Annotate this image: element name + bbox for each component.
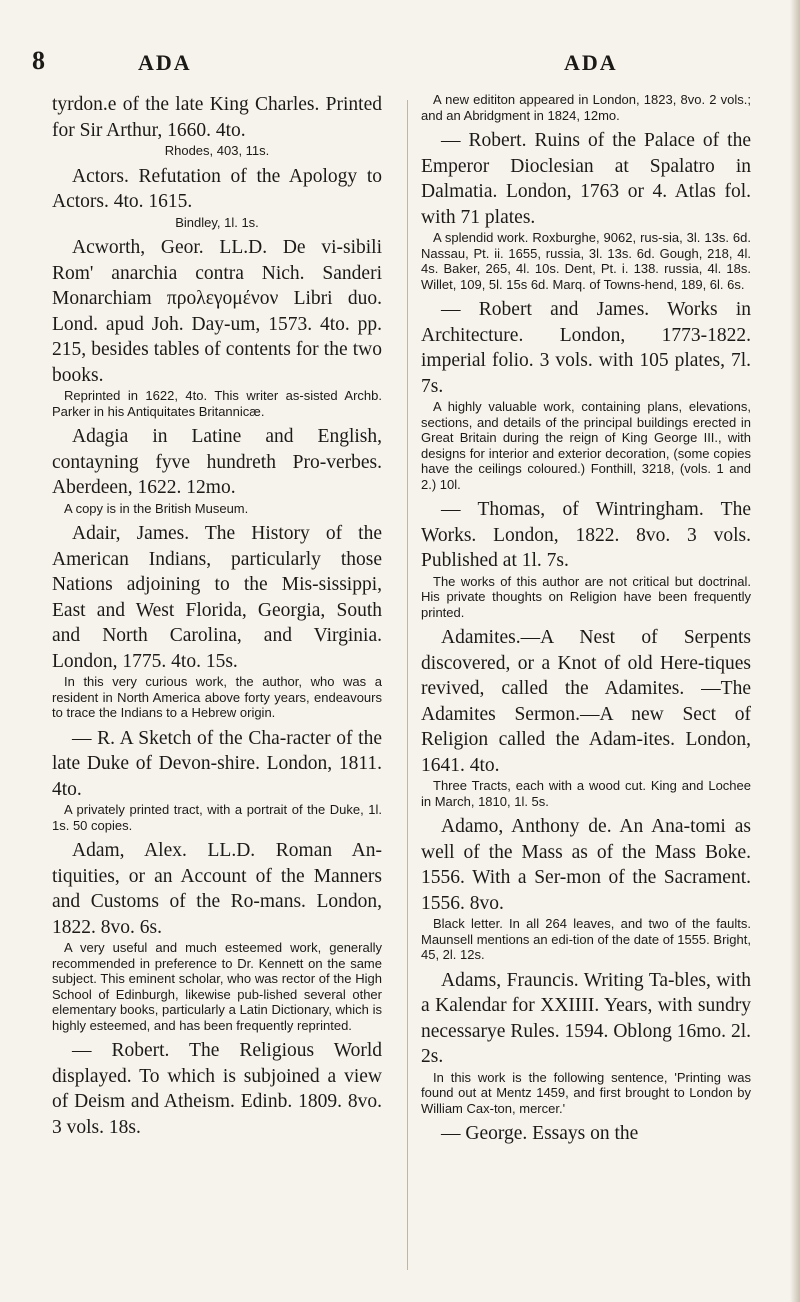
entry-note: Rhodes, 403, 11s. bbox=[164, 143, 270, 158]
dictionary-entry: Adamo, Anthony de. An Ana-tomi as well of the Mass as of the Mass Boke. 1556. With a Ser-mon of the Sacrament. 1556. 8vo. bbox=[421, 816, 751, 914]
dictionary-entry: — Robert and James. Works in Architecture. London, 1773-1822. imperial folio. 3 vols. with 105 plates, 7l. 7s. bbox=[421, 299, 751, 397]
entry-note: A privately printed tract, with a portrait of the Duke, 1l. 1s. 50 copies. bbox=[52, 802, 382, 833]
dictionary-entry: Adams, Frauncis. Writing Ta-bles, with a Kalendar for XXIIII. Years, with sundry necessarye Rules. 1594. Oblong 16mo. 2l. 2s. bbox=[421, 969, 751, 1067]
dictionary-entry: tyrdon.e of the late King Charles. Printed for Sir Arthur, 1660. 4to. bbox=[52, 94, 382, 141]
entry-note: A very useful and much esteemed work, generally recommended in preference to Dr. Kennett on the same subject. This eminent scholar, who was rector of the High School of Edinburgh, likewise pub-lished several other elementary books, particularly a Latin Dictionary, which is highly esteemed, and has been frequently reprinted. bbox=[52, 940, 382, 1033]
dictionary-entry: — R. A Sketch of the Cha-racter of the late Duke of Devon-shire. London, 1811. 4to. bbox=[52, 727, 382, 800]
page-edge-shadow bbox=[790, 0, 800, 1302]
running-head-right: ADA bbox=[564, 50, 618, 75]
dictionary-entry: — Robert. The Religious World displayed. To which is subjoined a view of Deism and Atheism. Edinb. 1809. 8vo. 3 vols. 18s. bbox=[52, 1040, 382, 1138]
entry-note: In this very curious work, the author, who was a resident in North America above forty years, endeavours to trace the Indians to a Hebrew origin. bbox=[52, 674, 382, 720]
dictionary-entry: Acworth, Geor. LL.D. De vi-sibili Rom' anarchia contra Nich. Sanderi Monarchiam προλεγομένον Libri duo. Lond. apud Joh. Day-um, 1573. 4to. pp. 215, besides tables of contents for the two books. bbox=[52, 237, 382, 386]
dictionary-entry: Adamites.—A Nest of Serpents discovered, or a Knot of old Here-tiques revived, called the Adamites. —The Adamites Sermon.—A new Sect of Religion called the Adam-ites. London, 1641. 4to. bbox=[421, 627, 751, 776]
entry-note: A splendid work. Roxburghe, 9062, rus-sia, 3l. 13s. 6d. Nassau, Pt. ii. 1655, russia, 3l. 13s. 6d. Gough, 218, 4l. 4s. Baker, 265, 4l. 10s. Dent, Pt. i. 138. russia, 4l. 18s. Willet, 109, 5l. 15s 6d. Marq. of Towns-hend, 189, 6l. 6s. bbox=[421, 230, 751, 292]
entry-note: In this work is the following sentence, 'Printing was found out at Mentz 1459, and first brought to London by William Cax-ton, mercer.' bbox=[421, 1069, 751, 1116]
entry-note: A highly valuable work, containing plans, elevations, sections, and details of the principal buildings erected in Great Britain during the reign of King George III., with designs for interior and exterior decoration, (some copies have the ceilings coloured.) Fonthill, 3218, (vols. 1 and 2.) 10l. bbox=[421, 399, 751, 492]
dictionary-entry: Adagia in Latine and English, contayning fyve hundreth Pro-verbes. Aberdeen, 1622. 12mo. bbox=[52, 426, 382, 498]
entry-note: Reprinted in 1622, 4to. This writer as-sisted Archb. Parker in his Antiquitates Britannicæ. bbox=[52, 388, 382, 419]
dictionary-entry: Adair, James. The History of the American Indians, particularly those Nations adjoining to the Mis-sissippi, East and West Florida, Georgia, South and North Carolina, and Virginia. London, 1775. 4to. 15s. bbox=[52, 523, 382, 672]
entry-note: The works of this author are not critical but doctrinal. His private thoughts on Religion have been frequently printed. bbox=[421, 573, 751, 620]
dictionary-entry: Actors. Refutation of the Apology to Actors. 4to. 1615. bbox=[52, 165, 382, 212]
entry-note: Black letter. In all 264 leaves, and two of the faults. Maunsell mentions an edi-tion of the date of 1555. Bright, 45, 2l. 12s. bbox=[421, 916, 751, 962]
entry-note: A new edititon appeared in London, 1823, 8vo. 2 vols.; and an Abridgment in 1824, 12mo. bbox=[421, 92, 751, 123]
entry-note: Three Tracts, each with a wood cut. King and Lochee in March, 1810, 1l. 5s. bbox=[421, 778, 751, 809]
dictionary-entry: — George. Essays on the bbox=[441, 1123, 639, 1144]
entry-note: Bindley, 1l. 1s. bbox=[175, 214, 259, 230]
column-divider bbox=[407, 100, 408, 1270]
dictionary-entry: — Thomas, of Wintringham. The Works. London, 1822. 8vo. 3 vols. Published at 1l. 7s. bbox=[421, 499, 751, 571]
dictionary-entry: Adam, Alex. LL.D. Roman An-tiquities, or an Account of the Manners and Customs of the Ro-mans. London, 1822. 8vo. 6s. bbox=[52, 840, 382, 938]
right-column bbox=[421, 92, 751, 1147]
page-number: 8 bbox=[32, 46, 45, 75]
dictionary-entry: — Robert. Ruins of the Palace of the Emperor Dioclesian at Spalatro in Dalmatia. London, 1763 or 4. Atlas fol. with 71 plates. bbox=[421, 130, 751, 228]
entry-note: A copy is in the British Museum. bbox=[64, 500, 249, 516]
running-head-left: ADA bbox=[138, 50, 192, 75]
left-column bbox=[52, 92, 382, 1140]
